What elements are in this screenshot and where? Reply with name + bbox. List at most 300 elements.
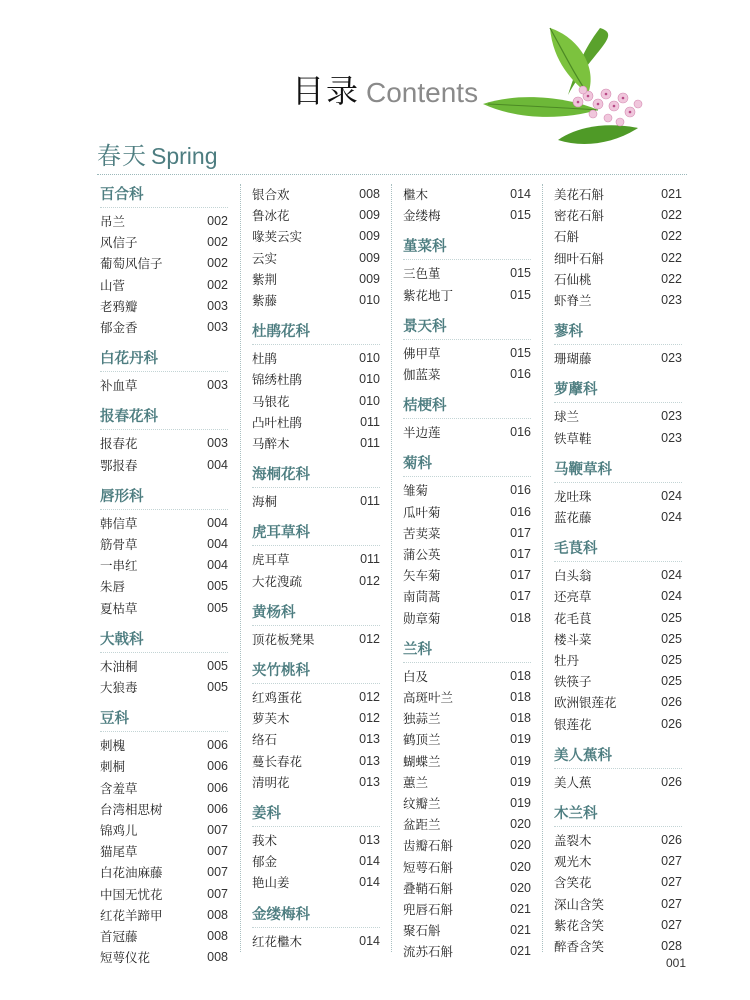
family-heading: 菊科 <box>403 456 432 473</box>
family-heading-rule <box>252 487 380 488</box>
toc-entry[interactable] <box>554 184 682 205</box>
entry-name: 老鸦瓣 <box>100 298 138 314</box>
family-heading-rule <box>252 826 380 827</box>
column-divider <box>240 184 241 952</box>
entry-page: 004 <box>207 537 228 551</box>
entry-page: 010 <box>359 351 380 366</box>
entry-page: 015 <box>510 208 531 223</box>
entry-page: 002 <box>207 214 228 228</box>
toc-entry[interactable] <box>100 555 228 576</box>
entry-page: 023 <box>661 351 682 366</box>
entry-name: 鄂报春 <box>100 457 138 473</box>
entry-name: 球兰 <box>554 409 580 425</box>
entry-name: 细叶石斛 <box>554 250 605 266</box>
entry-page: 022 <box>661 229 682 244</box>
entry-name: 含羞草 <box>100 780 138 796</box>
toc-entry[interactable] <box>403 422 531 443</box>
family-heading-rule <box>100 207 228 208</box>
entry-name: 云实 <box>252 250 278 266</box>
entry-page: 025 <box>661 674 682 689</box>
entry-page: 024 <box>661 589 682 604</box>
toc-entry[interactable] <box>252 729 380 750</box>
toc-entry[interactable] <box>554 406 682 427</box>
entry-name: 蔓长春花 <box>252 753 303 769</box>
page-number: 001 <box>665 956 686 970</box>
entry-name: 络石 <box>252 732 278 748</box>
family-heading: 杜鹃花科 <box>252 324 310 341</box>
entry-name: 蒲公英 <box>403 547 441 562</box>
family-heading-rule <box>554 344 682 345</box>
toc-entry[interactable] <box>554 586 682 607</box>
entry-page: 009 <box>359 229 380 244</box>
entry-page: 025 <box>661 653 682 667</box>
entry-name: 独蒜兰 <box>403 711 441 727</box>
entry-page: 006 <box>207 780 228 795</box>
entry-name: 朱唇 <box>100 579 126 595</box>
toc-entry[interactable] <box>403 586 531 607</box>
entry-page: 003 <box>207 436 228 451</box>
entry-page: 022 <box>661 250 682 265</box>
toc-entry[interactable] <box>100 296 228 317</box>
family-heading-rule <box>403 476 531 477</box>
entry-page: 005 <box>207 658 228 673</box>
entry-name: 银合欢 <box>252 187 290 202</box>
toc-entry[interactable] <box>252 549 380 570</box>
toc-entry[interactable] <box>403 608 531 629</box>
toc-entry[interactable] <box>252 269 380 290</box>
family-heading: 大戟科 <box>100 631 144 648</box>
entry-name: 清明花 <box>252 774 290 790</box>
entry-page: 008 <box>207 950 228 965</box>
entry-name: 齿瓣石斛 <box>403 838 454 854</box>
family-heading: 唇形科 <box>100 488 144 505</box>
title-english: Contents <box>366 77 479 108</box>
entry-page: 012 <box>359 631 380 646</box>
toc-entry[interactable] <box>252 433 380 454</box>
toc-entry[interactable] <box>554 629 682 650</box>
toc-entry[interactable] <box>100 926 228 947</box>
family-heading: 毛茛科 <box>554 541 598 558</box>
entry-page: 016 <box>510 504 531 519</box>
entry-name: 盆距兰 <box>403 817 441 833</box>
entry-page: 014 <box>359 875 380 890</box>
family-heading: 海桐花科 <box>252 467 310 484</box>
entry-page: 002 <box>207 256 228 271</box>
entry-name: 佛甲草 <box>403 345 441 361</box>
entry-page: 024 <box>661 568 682 583</box>
toc-entry[interactable] <box>100 232 228 253</box>
entry-name: 勋章菊 <box>403 610 441 626</box>
toc-entry[interactable] <box>403 480 531 501</box>
toc-entry[interactable] <box>100 799 228 820</box>
entry-page: 003 <box>207 298 228 313</box>
family-heading-rule <box>100 731 228 732</box>
toc-entry[interactable] <box>252 687 380 708</box>
entry-page: 006 <box>207 801 228 816</box>
toc-entry[interactable] <box>554 248 682 269</box>
toc-entry[interactable] <box>554 565 682 586</box>
family-heading-rule <box>554 826 682 827</box>
entry-name: 短萼仪花 <box>100 950 151 966</box>
entry-name: 鲁冰花 <box>252 208 290 224</box>
entry-page: 004 <box>207 457 228 472</box>
toc-entry[interactable] <box>403 502 531 523</box>
entry-page: 024 <box>661 510 682 524</box>
toc-entry[interactable] <box>554 290 682 311</box>
entry-page: 020 <box>510 838 531 853</box>
family-heading-rule <box>252 683 380 684</box>
toc-entry[interactable] <box>403 184 531 205</box>
entry-page: 017 <box>510 568 531 583</box>
toc-entry[interactable] <box>100 455 228 476</box>
toc-entry[interactable] <box>100 735 228 756</box>
entry-page: 013 <box>359 774 380 789</box>
entry-name: 观光木 <box>554 854 592 870</box>
entry-name: 筋骨草 <box>100 537 138 552</box>
entry-name: 台湾相思树 <box>100 801 163 817</box>
entry-page: 014 <box>510 187 531 201</box>
toc-entry[interactable] <box>554 851 682 872</box>
toc-entry[interactable] <box>252 629 380 650</box>
toc-entry[interactable] <box>403 814 531 835</box>
entry-page: 024 <box>661 488 682 503</box>
entry-page: 007 <box>207 865 228 880</box>
toc-entry[interactable] <box>403 666 531 687</box>
entry-name: 木油桐 <box>100 658 138 674</box>
family-heading-rule <box>252 344 380 345</box>
toc-entry[interactable] <box>100 778 228 799</box>
toc-entry[interactable] <box>554 428 682 449</box>
toc-entry[interactable] <box>403 941 531 962</box>
entry-name: 凸叶杜鹃 <box>252 414 303 430</box>
entry-page: 007 <box>207 886 228 901</box>
toc-entry[interactable] <box>252 571 380 592</box>
entry-name: 报春花 <box>100 436 138 452</box>
entry-name: 苦荬菜 <box>403 525 441 541</box>
toc-entry[interactable] <box>100 433 228 454</box>
entry-name: 刺桐 <box>100 759 126 775</box>
toc-entry[interactable] <box>554 936 682 957</box>
entry-page: 016 <box>510 425 531 440</box>
toc-entry[interactable] <box>100 576 228 597</box>
entry-page: 002 <box>207 235 228 250</box>
toc-entry[interactable] <box>100 375 228 396</box>
toc-entry[interactable] <box>100 513 228 534</box>
toc-entry[interactable] <box>403 687 531 708</box>
title-chinese: 目录 <box>292 72 361 110</box>
entry-page: 010 <box>359 293 380 307</box>
entry-name: 大花溲疏 <box>252 573 303 589</box>
toc-entry[interactable] <box>403 751 531 772</box>
toc-entry[interactable] <box>554 269 682 290</box>
entry-name: 蓝花藤 <box>554 510 592 525</box>
toc-entry[interactable] <box>403 899 531 920</box>
entry-page: 026 <box>661 695 682 710</box>
entry-name: 莪术 <box>252 833 278 848</box>
entry-name: 萝芙木 <box>252 711 290 727</box>
entry-name: 半边莲 <box>403 425 441 441</box>
toc-entry[interactable] <box>403 857 531 878</box>
toc-entry[interactable] <box>100 947 228 968</box>
entry-name: 牡丹 <box>554 653 580 668</box>
toc-entry[interactable] <box>403 364 531 385</box>
toc-entry[interactable] <box>403 708 531 729</box>
entry-page: 003 <box>207 378 228 393</box>
toc-entry[interactable] <box>252 348 380 369</box>
family-heading-rule <box>100 652 228 653</box>
entry-page: 021 <box>510 923 531 938</box>
toc-entry[interactable] <box>554 205 682 226</box>
entry-page: 009 <box>359 271 380 286</box>
toc-entry[interactable] <box>554 650 682 671</box>
entry-page: 020 <box>510 880 531 895</box>
family-heading: 木兰科 <box>554 806 598 822</box>
entry-page: 015 <box>510 266 531 281</box>
toc-entry[interactable] <box>252 872 380 893</box>
entry-name: 瓜叶菊 <box>403 504 441 520</box>
entry-name: 高斑叶兰 <box>403 690 454 705</box>
entry-page: 026 <box>661 716 682 731</box>
entry-page: 012 <box>359 711 380 726</box>
toc-entry[interactable] <box>100 820 228 841</box>
entry-page: 018 <box>510 610 531 625</box>
family-heading-rule <box>554 402 682 403</box>
entry-page: 005 <box>207 579 228 594</box>
family-heading: 白花丹科 <box>100 351 158 368</box>
entry-page: 004 <box>207 558 228 573</box>
toc-entry[interactable] <box>100 656 228 677</box>
toc-entry[interactable] <box>252 931 380 952</box>
toc-entry[interactable] <box>403 878 531 899</box>
entry-name: 珊瑚藤 <box>554 351 592 367</box>
entry-page: 014 <box>359 933 380 948</box>
entry-name: 伽蓝菜 <box>403 367 441 382</box>
toc-entry[interactable] <box>252 751 380 772</box>
toc-entry[interactable] <box>100 862 228 883</box>
toc-entry[interactable] <box>554 915 682 936</box>
entry-name: 郁金 <box>252 854 278 870</box>
entry-page: 022 <box>661 208 682 223</box>
toc-entry[interactable] <box>252 391 380 412</box>
entry-name: 龙吐珠 <box>554 488 592 504</box>
toc-entry[interactable] <box>554 894 682 915</box>
toc-entry[interactable] <box>403 523 531 544</box>
entry-name: 石斛 <box>554 229 580 245</box>
toc-entry[interactable] <box>554 772 682 793</box>
toc-entry[interactable] <box>403 285 531 306</box>
entry-name: 杜鹃 <box>252 351 278 367</box>
toc-entry[interactable] <box>403 835 531 856</box>
entry-page: 013 <box>359 753 380 768</box>
entry-name: 红花檵木 <box>252 933 303 949</box>
entry-name: 马银花 <box>252 393 290 409</box>
toc-entry[interactable] <box>554 830 682 851</box>
toc-entry[interactable] <box>403 772 531 793</box>
toc-entry[interactable] <box>100 884 228 905</box>
toc-entry[interactable] <box>554 348 682 369</box>
toc-entry[interactable] <box>252 248 380 269</box>
entry-name: 流苏石斛 <box>403 944 454 960</box>
family-heading: 堇菜科 <box>403 239 447 256</box>
entry-name: 喙荚云实 <box>252 229 303 245</box>
section-title-english: Spring <box>151 143 218 169</box>
entry-name: 紫花地丁 <box>403 287 454 303</box>
toc-entry[interactable] <box>100 841 228 862</box>
entry-page: 015 <box>510 287 531 302</box>
toc-entry[interactable] <box>252 830 380 851</box>
toc-entry[interactable] <box>100 317 228 338</box>
entry-page: 011 <box>360 494 380 509</box>
family-heading: 蓼科 <box>554 324 583 341</box>
toc-entry[interactable] <box>403 729 531 750</box>
entry-page: 027 <box>661 875 682 890</box>
entry-name: 蕙兰 <box>403 774 429 790</box>
section-title-chinese: 春天 <box>97 142 147 170</box>
toc-entry[interactable] <box>403 793 531 814</box>
toc-entry[interactable] <box>554 486 682 507</box>
entry-page: 021 <box>661 187 682 201</box>
entry-page: 007 <box>207 844 228 859</box>
toc-entry[interactable] <box>252 491 380 512</box>
toc-entry[interactable] <box>252 184 380 205</box>
family-heading-rule <box>252 625 380 626</box>
entry-page: 013 <box>359 833 380 847</box>
entry-name: 中国无忧花 <box>100 886 163 902</box>
entry-page: 020 <box>510 859 531 874</box>
entry-page: 016 <box>510 367 531 381</box>
toc-entry[interactable] <box>554 872 682 893</box>
entry-page: 025 <box>661 631 682 646</box>
entry-name: 紫荆 <box>252 271 278 287</box>
toc-entry[interactable] <box>554 692 682 713</box>
toc-entry[interactable] <box>100 275 228 296</box>
entry-name: 吊兰 <box>100 214 126 229</box>
entry-name: 聚石斛 <box>403 923 441 939</box>
entry-page: 008 <box>359 187 380 201</box>
toc-entry[interactable] <box>252 412 380 433</box>
family-heading: 景天科 <box>403 318 447 335</box>
family-heading-rule <box>100 371 228 372</box>
column-divider <box>391 184 392 952</box>
toc-entry[interactable] <box>554 671 682 692</box>
toc-entry[interactable] <box>100 677 228 698</box>
entry-name: 铁筷子 <box>554 674 592 690</box>
entry-name: 白花油麻藤 <box>100 865 163 881</box>
entry-page: 010 <box>359 372 380 387</box>
entry-name: 虾脊兰 <box>554 293 592 308</box>
toc-entry[interactable] <box>252 708 380 729</box>
entry-name: 醉香含笑 <box>554 939 605 954</box>
entry-page: 018 <box>510 690 531 704</box>
toc-entry[interactable] <box>252 205 380 226</box>
family-heading-rule <box>252 927 380 928</box>
entry-name: 花毛茛 <box>554 610 592 626</box>
toc-entry[interactable] <box>554 714 682 735</box>
toc-entry[interactable] <box>100 598 228 619</box>
toc-entry[interactable] <box>403 263 531 284</box>
toc-entry[interactable] <box>252 369 380 390</box>
family-heading: 虎耳草科 <box>252 525 310 542</box>
family-heading: 黄杨科 <box>252 604 296 621</box>
entry-page: 028 <box>661 939 682 953</box>
entry-page: 015 <box>510 345 531 360</box>
entry-page: 021 <box>510 944 531 959</box>
entry-page: 009 <box>359 208 380 223</box>
entry-page: 027 <box>661 854 682 869</box>
entry-page: 004 <box>207 515 228 530</box>
toc-entry[interactable] <box>403 205 531 226</box>
toc-entry[interactable] <box>403 544 531 565</box>
toc-entry[interactable] <box>554 608 682 629</box>
section-heading-spring <box>97 136 217 170</box>
toc-entry[interactable] <box>252 772 380 793</box>
entry-page: 010 <box>359 393 380 408</box>
family-heading-rule <box>403 259 531 260</box>
toc-entry[interactable] <box>403 920 531 941</box>
entry-page: 020 <box>510 817 531 832</box>
entry-page: 002 <box>207 277 228 292</box>
entry-name: 红花羊蹄甲 <box>100 907 163 923</box>
entry-name: 短萼石斛 <box>403 859 454 875</box>
entry-page: 017 <box>510 547 531 561</box>
entry-page: 019 <box>510 753 531 768</box>
toc-entry[interactable] <box>252 290 380 311</box>
entry-name: 蝴蝶兰 <box>403 753 441 769</box>
entry-name: 欧洲银莲花 <box>554 695 617 711</box>
toc-entry[interactable] <box>403 343 531 364</box>
family-heading-rule <box>554 482 682 483</box>
entry-name: 锦鸡儿 <box>100 823 138 838</box>
entry-name: 白及 <box>403 668 429 684</box>
toc-entry[interactable] <box>100 905 228 926</box>
entry-page: 012 <box>359 573 380 588</box>
toc-entry[interactable] <box>252 851 380 872</box>
entry-page: 018 <box>510 668 531 683</box>
flower-leaf-illustration <box>478 22 688 152</box>
entry-name: 盖裂木 <box>554 833 592 848</box>
entry-name: 深山含笑 <box>554 896 605 912</box>
entry-name: 石仙桃 <box>554 271 592 287</box>
entry-page: 012 <box>359 690 380 704</box>
entry-name: 矢车菊 <box>403 568 441 584</box>
entry-page: 011 <box>360 552 380 567</box>
family-heading: 美人蕉科 <box>554 747 612 764</box>
entry-page: 019 <box>510 774 531 789</box>
toc-entry[interactable] <box>100 211 228 232</box>
family-heading-rule <box>100 509 228 510</box>
entry-name: 叠鞘石斛 <box>403 880 454 896</box>
toc-entry[interactable] <box>554 507 682 528</box>
entry-name: 刺槐 <box>100 738 126 754</box>
toc-entry[interactable] <box>554 226 682 247</box>
toc-entry[interactable] <box>403 565 531 586</box>
entry-name: 葡萄风信子 <box>100 256 163 272</box>
family-heading-rule <box>403 339 531 340</box>
toc-entry[interactable] <box>100 756 228 777</box>
toc-entry[interactable] <box>100 534 228 555</box>
entry-page: 025 <box>661 610 682 625</box>
family-heading-rule <box>252 545 380 546</box>
entry-page: 027 <box>661 896 682 911</box>
entry-name: 紫花含笑 <box>554 917 605 933</box>
entry-name: 还亮草 <box>554 589 592 605</box>
entry-name: 美花石斛 <box>554 187 605 202</box>
toc-entry[interactable] <box>100 253 228 274</box>
toc-entry[interactable] <box>252 226 380 247</box>
entry-name: 山菅 <box>100 277 126 293</box>
entry-page: 003 <box>207 320 228 334</box>
entry-name: 银莲花 <box>554 716 592 732</box>
